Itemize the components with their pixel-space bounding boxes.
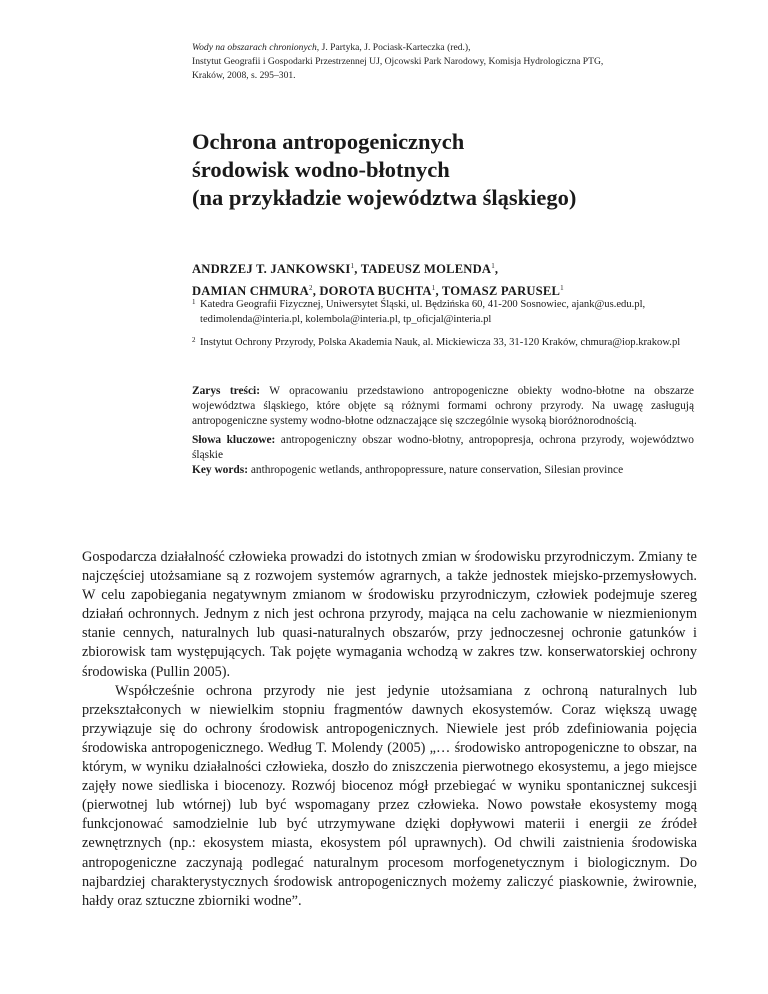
keywords-en-label: Key words:: [192, 464, 248, 476]
series-title: Wody na obszarach chronionych: [192, 42, 317, 53]
author-affiliation-mark: 2: [308, 284, 313, 292]
author-separator: ,: [354, 262, 361, 276]
author-name: TADEUSZ MOLENDA: [360, 262, 492, 276]
editors: , J. Partyka, J. Pociask-Karteczka (red.),: [316, 42, 471, 53]
keywords-pl: [192, 433, 694, 463]
author-name: ANDRZEJ T. JANKOWSKI: [192, 262, 351, 276]
affiliation-number: 1: [192, 298, 196, 306]
title-line-1: Ochrona antropogenicznych: [192, 129, 465, 154]
keywords-pl-label: Słowa kluczowe:: [192, 434, 276, 446]
affiliation-text: Katedra Geografii Fizycznej, Uniwersytet Śląski, ul. Będzińska 60, 41-200 Sosnowiec, ajank@us.edu.pl, tedimolenda@interia.pl, kolembola@interia.pl, tp_oficjal@interia.pl: [200, 299, 646, 325]
title-line-3: (na przykładzie województwa śląskiego): [192, 185, 577, 210]
abstract: [192, 384, 694, 429]
author-name: TOMASZ PARUSEL: [441, 284, 561, 298]
author-name: DOROTA BUCHTA: [319, 284, 432, 298]
author-name: DAMIAN CHMURA: [192, 284, 309, 298]
author-separator: ,: [494, 262, 499, 276]
abstract-text: W opracowaniu przedstawiono antropogeniczne obiekty wodno-błotne na obszarze województwa śląskiego, które objęte są różnymi formami ochrony przyrody. Na uwagę zasługują antropogeniczne systemy wodno-błotne odznaczające się szczególnie wysoką bioróżnorodnością.: [192, 385, 694, 427]
abstract-block: [192, 384, 694, 478]
article-body: [82, 548, 697, 911]
author-separator: ,: [312, 284, 320, 298]
abstract-label: Zarys treści:: [192, 385, 261, 397]
affiliation-2: [192, 335, 692, 350]
header-line-3: Kraków, 2008, s. 295–301.: [192, 70, 296, 81]
author-line-1: [192, 257, 712, 279]
article-title: [192, 128, 732, 212]
header-line-1: [192, 41, 692, 55]
header-line-2: Instytut Geografii i Gospodarki Przestrzennej UJ, Ojcowski Park Narodowy, Komisja Hydrologiczna PTG,: [192, 56, 604, 67]
affiliation-number: 2: [192, 336, 196, 344]
author-affiliation-mark: 1: [431, 284, 436, 292]
author-affiliation-mark: 1: [560, 284, 564, 292]
keywords-en: [192, 463, 694, 478]
keywords-en-text: anthropogenic wetlands, anthropopressure, nature conservation, Silesian province: [248, 464, 624, 476]
keywords-pl-text: antropogeniczny obszar wodno-błotny, antropopresja, ochrona przyrody, województwo śląskie: [192, 434, 694, 461]
author-affiliation-mark: 1: [350, 262, 355, 270]
body-paragraph-2: Współcześnie ochrona przyrody nie jest jedynie utożsamiana z ochroną naturalnych lub przekształconych w niewielkim stopniu fragmentów dawnych ekosystemów. Coraz większą uwagę przywiązuje się do ochrony środowisk antropogenicznych. Niewiele jest prób zdefiniowania pojęcia środowiska antropogenicznego. Według T. Molendy (2005) „… środowisko antropogeniczne to obszar, na którym, w wyniku działalności człowieka, doszło do zniszczenia pierwotnego ekosystemu, a jego miejsce zajęły nowe siedliska i biocenozy. Rozwój biocenoz mógł przebiegać w wyniku spontanicznej sukcesji (pierwotnej lub wtórnej) lub być wspomagany przez człowieka. Nowo powstałe ekosystemy mogą funkcjonować samodzielnie lub być utrzymywane dzięki dopływowi materii i energii ze źródeł zewnętrznych (np.: ekosystem miasta, ekosystem pól uprawnych). Od chwili zaistnienia środowiska antropogeniczne zaczynają podlegać naturalnym procesom morfogenetycznym i biologicznym. Do najbardziej charakterystycznych środowisk antropogenicznych możemy zaliczyć piaskownie, żwirownie, hałdy oraz sztuczne zbiorniki wodne”.: [82, 682, 697, 909]
title-line-2: środowisk wodno-błotnych: [192, 157, 450, 182]
publication-header: [192, 41, 692, 83]
author-separator: ,: [435, 284, 442, 298]
affiliation-1: [192, 297, 692, 327]
affiliation-text: Instytut Ochrony Przyrody, Polska Akademia Nauk, al. Mickiewicza 33, 31-120 Kraków, chmura@iop.krakow.pl: [200, 337, 681, 348]
author-affiliation-mark: 1: [491, 262, 495, 270]
author-list: [192, 257, 712, 301]
body-paragraph-1: Gospodarcza działalność człowieka prowadzi do istotnych zmian w środowisku przyrodniczym. Zmiany te najczęściej utożsamiane są z rozwojem systemów agrarnych, a także jednostek miejsko-przemysłowych. W celu zapobiegania negatywnym zmianom w środowisku przyrodniczym, człowiek podejmuje szereg działań ochronnych. Jednym z nich jest ochrona przyrody, mająca na celu zachowanie w niezmienionym stanie cennych, naturalnych lub quasi-naturalnych obszarów, przy jednoczesnej ochronie gatunków i zbiorowisk tam występujących. Tak pojęte wymagania wchodzą w zakres tzw. konserwatorskiej ochrony środowiska (Pullin 2005).: [82, 549, 697, 680]
